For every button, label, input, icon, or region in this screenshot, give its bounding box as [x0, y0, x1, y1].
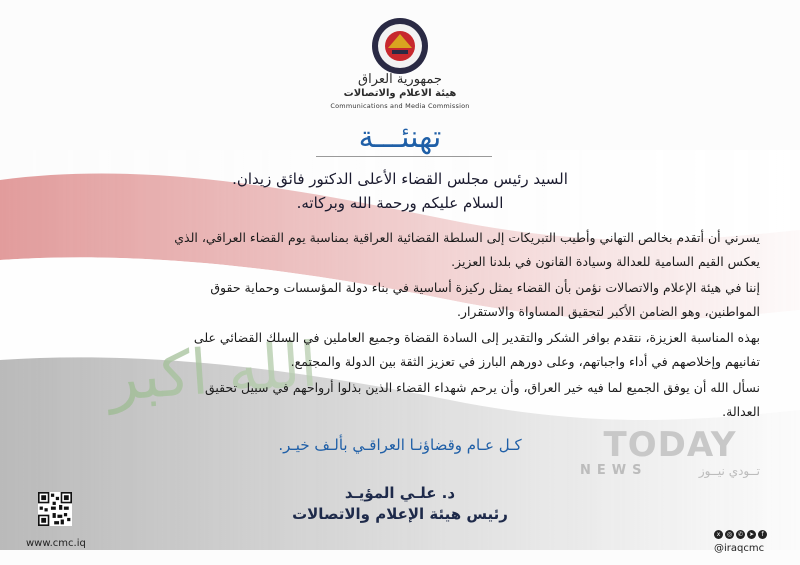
x-icon[interactable]: x	[714, 530, 723, 539]
paragraph-line: تفانيهم وإخلاصهم في أداء واجباتهم، وعلى دورهم البارز في تعزيز الثقة بين الدولة والمجتمع.	[290, 354, 760, 369]
paragraph-4	[40, 376, 760, 424]
org-name-en: Communications and Media Commission	[330, 102, 470, 110]
cmc-logo-emblem	[368, 14, 432, 78]
addressee-line-2: السلام عليكم ورحمة الله وبركاته.	[296, 194, 504, 212]
paragraph-line: بهذه المناسبة العزيزة، نتقدم بوافر الشكر والتقدير إلى السادة القضاة وجميع العاملين في السلك القضائي على	[193, 330, 760, 345]
paragraph-3	[40, 326, 760, 374]
today-brand-text: TODAY	[603, 425, 737, 465]
paragraph-line: العدالة.	[722, 404, 760, 419]
paragraph-2	[40, 276, 760, 324]
today-subline	[580, 463, 760, 478]
paragraph-line: يسرني أن أتقدم بخالص التهاني وأطيب التبريكات إلى السلطة القضائية العراقية بمناسبة يوم القضاء العراقي، الذي	[174, 230, 760, 245]
addressee-line-1: السيد رئيس مجلس القضاء الأعلى الدكتور فائق زيدان.	[232, 170, 568, 188]
website-url[interactable]: www.cmc.iq	[26, 538, 86, 549]
paragraph-line: يعكس القيم السامية للعدالة وسيادة القانون في بلدنا العزيز.	[451, 254, 760, 269]
telegram-icon[interactable]: ➤	[748, 531, 755, 538]
whatsapp-icon[interactable]: ✆	[737, 531, 744, 538]
social-icons	[714, 530, 767, 539]
facebook-icon[interactable]: f	[758, 530, 767, 539]
paragraph-line: المواطنين، وهو الضامن الأكبر لتحقيق المساواة والاستقرار.	[456, 304, 760, 319]
instagram-icon[interactable]: ◎	[726, 531, 733, 538]
closing-greeting: كـل عـام وقضاؤنـا العراقـي بألـف خيـر.	[278, 436, 522, 454]
republic-of-iraq-text: جمهورية العراق	[358, 72, 442, 87]
paragraph-line: إننا في هيئة الإعلام والاتصالات نؤمن بأن القضاء يمثل ركيزة أساسية في بناء دولة المؤسسات وحماية حقوق	[210, 280, 760, 295]
paragraph-1	[40, 226, 760, 274]
signatory-name: د. علـي المؤيـد	[344, 484, 456, 502]
page-title: تهنئـــة	[358, 120, 442, 155]
today-news-watermark	[580, 425, 760, 490]
news-ar-text: تــودي نيــوز	[698, 463, 760, 478]
org-name-ar: هيئة الاعلام والاتصالات	[343, 88, 457, 99]
qr-code[interactable]	[38, 492, 72, 526]
social-handle[interactable]: @iraqcmc	[714, 543, 765, 554]
news-en-text: NEWS	[580, 463, 648, 478]
signatory-title: رئيس هيئة الإعلام والاتصالات	[292, 505, 508, 523]
title-divider	[316, 156, 492, 157]
paragraph-line: نسأل الله أن يوفق الجميع لما فيه خير العراق، وأن يرحم شهداء القضاء الذين بذلوا أرواحهم في سبيل تحقيق	[204, 380, 760, 395]
